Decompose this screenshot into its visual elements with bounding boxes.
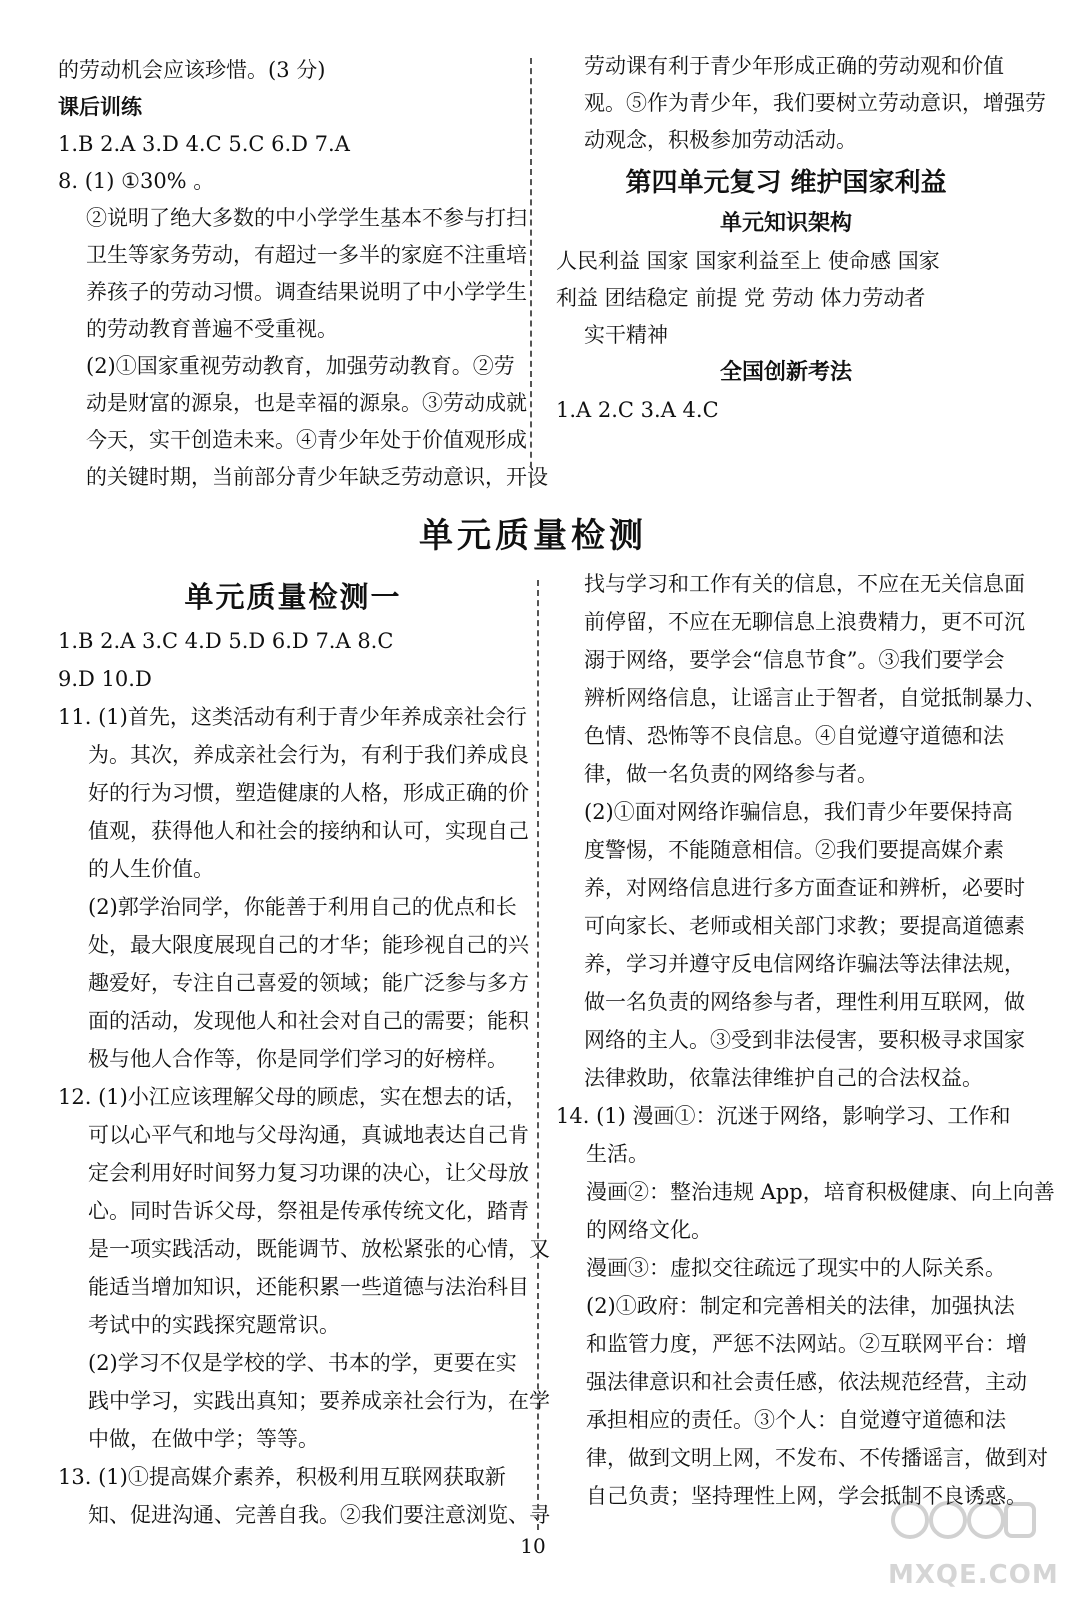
answer-line: 是一项实践活动，既能调节、放松紧张的心情，又 [88,1237,550,1261]
answer-line: 处，最大限度展现自己的才华；能珍视自己的兴 [88,933,529,957]
answer-row: 1.B 2.A 3.D 4.C 5.C 6.D 7.A [58,132,350,156]
answer-line: 溺于网络，要学会“信息节食”。③我们要学会 [584,648,1005,672]
answer-line: 前停留，不应在无聊信息上浪费精力，更不可沉 [584,610,1025,634]
answer-line: 能适当增加知识，还能积累一些道德与法治科目 [88,1275,529,1299]
answer-line: 动是财富的源泉，也是幸福的源泉。③劳动成就 [86,391,527,415]
watermark-badge-icon [888,1480,1038,1556]
answer-line: 网络的主人。③受到非法侵害，要积极寻求国家 [584,1028,1025,1052]
bottom-right-column [556,565,1055,1515]
answer-line: 劳动课有利于青少年形成正确的劳动观和价值 [584,54,1004,78]
answer-line: 好的行为习惯，塑造健康的人格，形成正确的价 [88,781,529,805]
answer-line: (2)①政府：制定和完善相关的法律，加强执法 [586,1294,1015,1318]
answer-row: 1.B 2.A 3.C 4.D 5.D 6.D 7.A 8.C [58,629,394,653]
top-right-column [556,48,1046,429]
page-number: 10 [520,1534,546,1558]
answer-line: 今天，实干创造未来。④青少年处于价值观形成 [86,428,527,452]
framework-line: 人民利益 国家 国家利益至上 使命感 国家 [556,249,940,273]
answer-line: 知、促进沟通、完善自我。②我们要注意浏览、寻 [88,1503,550,1527]
top-left-column [58,52,548,496]
column-divider-bottom [537,580,539,1530]
answer-line: 面的活动，发现他人和社会对自己的需要；能积 [88,1009,529,1033]
question-11-line: 11. (1)首先，这类活动有利于青少年养成亲社会行 [58,705,527,729]
answer-line: 漫画②：整治违规 App，培育积极健康、向上向善 [586,1180,1055,1204]
answer-line: 的关键时期，当前部分青少年缺乏劳动意识，开设 [86,465,548,489]
question-8-part-1: 8. (1) ①30% 。 [58,169,215,193]
answer-line: 强法律意识和社会责任感，依法规范经营，主动 [586,1370,1027,1394]
answer-line: 的人生价值。 [88,857,214,881]
answer-line: 生活。 [586,1142,649,1166]
answer-line: 考试中的实践探究题常识。 [88,1313,340,1337]
answer-line: 漫画③：虚拟交往疏远了现实中的人际关系。 [586,1256,1006,1280]
answer-line: 养孩子的劳动习惯。调查结果说明了中小学学生 [86,280,527,304]
answer-line: 观。⑤作为青少年，我们要树立劳动意识，增强劳 [584,91,1046,115]
innovation-heading: 全国创新考法 [719,360,852,385]
answer-line: (2)①国家重视劳动教育，加强劳动教育。②劳 [86,354,515,378]
answer-line: 和监管力度，严惩不法网站。②互联网平台：增 [586,1332,1027,1356]
answer-line: 极与他人合作等，你是同学们学习的好榜样。 [88,1047,508,1071]
answer-line: 养，对网络信息进行多方面查证和辨析，必要时 [584,876,1025,900]
answer-line: 趣爱好，专注自己喜爱的领域；能广泛参与多方 [88,971,529,995]
continued-line: 的劳动机会应该珍惜。(3 分) [58,58,326,82]
answer-line: 法律救助，依靠法律维护自己的合法权益。 [584,1066,983,1090]
section-title: 单元质量检测 [419,516,647,556]
answer-line: 做一名负责的网络参与者，理性利用互联网，做 [584,990,1025,1014]
answer-line: 心。同时告诉父母，祭祖是传承传统文化，踏青 [88,1199,529,1223]
answer-line: 度警惕，不能随意相信。②我们要提高媒介素 [584,838,1004,862]
answer-line: 践中学习，实践出真知；要养成亲社会行为，在学 [88,1389,550,1413]
bottom-left-column [58,572,550,1534]
unit-test-one-title: 单元质量检测一 [184,580,402,614]
answer-line: (2)学习不仅是学校的学、书本的学，更要在实 [88,1351,517,1375]
answer-row: 9.D 10.D [58,667,152,691]
answer-line: 自己负责；坚持理性上网，学会抵制不良诱惑。 [586,1484,1027,1508]
answer-line: 色情、恐怖等不良信息。④自觉遵守道德和法 [584,724,1004,748]
answer-line: 养，学习并遵守反电信网络诈骗法等法律法规， [584,952,1025,976]
answer-line: 辨析网络信息，让谣言止于智者，自觉抵制暴力、 [584,686,1046,710]
column-divider-top [530,58,532,488]
answer-line: 找与学习和工作有关的信息，不应在无关信息面 [584,572,1025,596]
question-12-line: 12. (1)小江应该理解父母的顾虑，实在想去的话， [58,1085,527,1109]
answer-line: (2)①面对网络诈骗信息，我们青少年要保持高 [584,800,1013,824]
answer-line: 卫生等家务劳动，有超过一多半的家庭不注重培 [86,243,527,267]
answer-line: 律，做到文明上网，不发布、不传播谣言，做到对 [586,1446,1048,1470]
watermark-logo [888,1480,1059,1590]
question-14-line: 14. (1) 漫画①：沉迷于网络，影响学习、工作和 [556,1104,1011,1128]
answer-line: ②说明了绝大多数的中小学学生基本不参与打扫 [86,206,527,230]
answer-line: 可向家长、老师或相关部门求教；要提高道德素 [584,914,1025,938]
answer-line: 中做，在做中学；等等。 [88,1427,319,1451]
watermark-text: MXQE.COM [888,1560,1059,1590]
knowledge-framework-heading: 单元知识架构 [719,211,852,236]
answer-line: 为。其次，养成亲社会行为，有利于我们养成良 [88,743,529,767]
answer-line: (2)郭学治同学，你能善于利用自己的优点和长 [88,895,517,919]
after-class-heading: 课后训练 [58,95,142,119]
question-13-line: 13. (1)①提高媒介素养，积极利用互联网获取新 [58,1465,506,1489]
answer-row: 1.A 2.C 3.A 4.C [556,398,719,422]
framework-line: 实干精神 [584,323,668,347]
answer-line: 律，做一名负责的网络参与者。 [584,762,878,786]
answer-line: 的网络文化。 [586,1218,712,1242]
answer-line: 可以心平气和地与父母沟通，真诚地表达自己肯 [88,1123,529,1147]
framework-line: 利益 团结稳定 前提 党 劳动 体力劳动者 [556,286,926,310]
answer-line: 动观念，积极参加劳动活动。 [584,128,857,152]
unit-review-title: 第四单元复习 维护国家利益 [625,168,947,198]
answer-line: 值观，获得他人和社会的接纳和认可，实现自己 [88,819,529,843]
answer-line: 承担相应的责任。③个人：自觉遵守道德和法 [586,1408,1006,1432]
answer-line: 的劳动教育普遍不受重视。 [86,317,338,341]
answer-line: 定会利用好时间努力复习功课的决心，让父母放 [88,1161,529,1185]
